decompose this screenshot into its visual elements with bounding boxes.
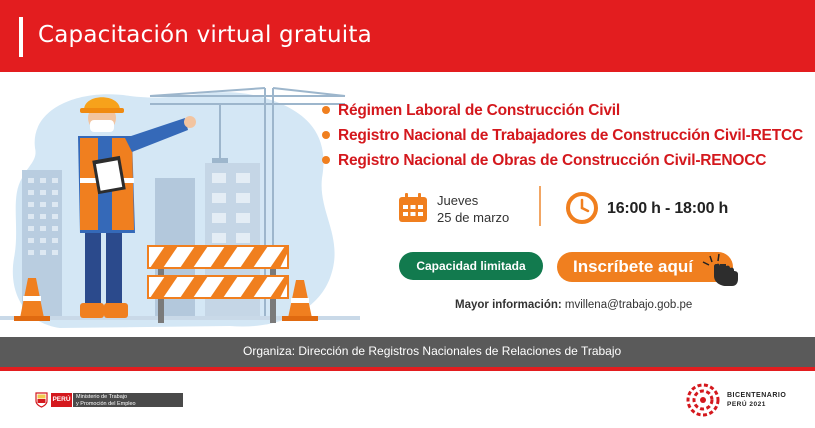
topic-label: Registro Nacional de Obras de Construcción Civil-RENOCC [338, 152, 767, 169]
header-accent-bar [19, 17, 23, 57]
bullet-icon [322, 131, 330, 139]
ministry-name [73, 393, 183, 407]
peru-shield-icon [35, 392, 48, 408]
capacity-badge: Capacidad limitada [399, 252, 543, 280]
ministry-line1: Ministerio de Trabajo [76, 394, 128, 400]
ministry-line2: y Promoción del Empleo [76, 400, 136, 407]
bullet-icon [322, 106, 330, 114]
calendar-icon [398, 193, 428, 223]
date-value: 25 de marzo [437, 210, 510, 225]
construction-worker-illustration [0, 78, 360, 338]
contact-label: Mayor información: [455, 299, 562, 311]
peru-label: PERÚ [51, 393, 72, 407]
list-item [322, 148, 803, 173]
bicentenario-title: BICENTENARIO [727, 392, 787, 399]
pointing-hand-icon [700, 252, 740, 288]
topic-label: Régimen Laboral de Construcción Civil [338, 102, 620, 119]
page-title: Capacitación virtual gratuita [38, 22, 372, 48]
contact-email[interactable]: mvillena@trabajo.gob.pe [564, 299, 693, 311]
list-item [322, 123, 803, 148]
list-item [322, 98, 803, 123]
bullet-icon [322, 156, 330, 164]
contact-info [455, 299, 692, 311]
bicentenario-subtitle: PERÚ 2021 [727, 401, 766, 408]
register-button[interactable]: Inscríbete aquí [557, 252, 733, 282]
topics-list [322, 98, 803, 173]
topic-label: Registro Nacional de Trabajadores de Construcción Civil-RETCC [338, 127, 803, 144]
date-day: Jueves [437, 193, 479, 208]
bicentenario-logo-icon [685, 382, 721, 418]
time-range: 16:00 h - 18:00 h [607, 200, 729, 217]
clock-icon [566, 192, 598, 224]
divider [539, 186, 541, 226]
header-banner [0, 0, 815, 72]
organizer-text: Organiza: Dirección de Registros Nacionales de Relaciones de Trabajo [243, 344, 622, 358]
